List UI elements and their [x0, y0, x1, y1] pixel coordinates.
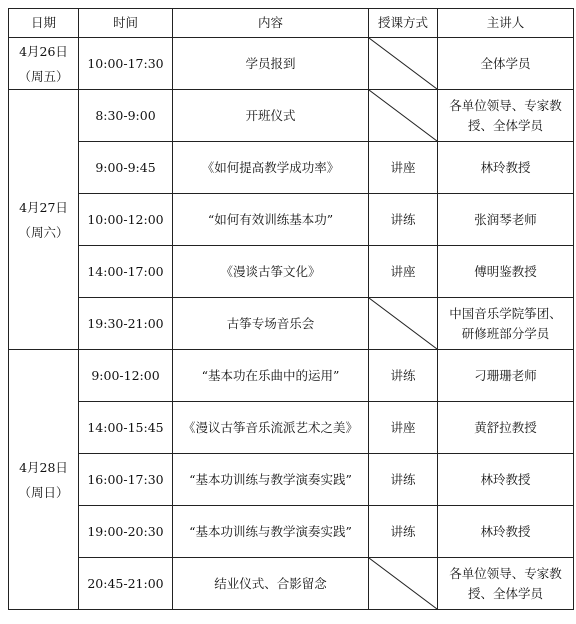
time-cell: 19:30-21:00 — [79, 298, 173, 350]
content-cell: “基本功训练与教学演奏实践” — [173, 454, 369, 506]
speaker-line: 各单位领导、专家教 — [449, 98, 562, 114]
table-row — [9, 298, 574, 350]
table-row — [9, 454, 574, 506]
table-row — [9, 194, 574, 246]
speaker-cell — [438, 90, 574, 142]
table-row — [9, 246, 574, 298]
time-cell: 16:00-17:30 — [79, 454, 173, 506]
table-row — [9, 142, 574, 194]
speaker-line: 全体学员 — [480, 55, 531, 71]
content-cell: 《漫议古筝音乐流派艺术之美》 — [173, 402, 369, 454]
speaker-line: 授、全体学员 — [467, 117, 543, 133]
time-cell: 14:00-15:45 — [79, 402, 173, 454]
time-cell: 19:00-20:30 — [79, 506, 173, 558]
speaker-line: 刁珊珊老师 — [474, 367, 537, 383]
content-cell: 学员报到 — [173, 38, 369, 90]
header-content: 内容 — [173, 9, 369, 38]
table-row — [9, 90, 574, 142]
speaker-cell — [438, 454, 574, 506]
method-cell: 讲练 — [369, 454, 438, 506]
diagonal-line — [369, 298, 437, 349]
time-cell: 9:00-12:00 — [79, 350, 173, 402]
speaker-cell — [438, 506, 574, 558]
time-cell: 9:00-9:45 — [79, 142, 173, 194]
table-row — [9, 38, 574, 90]
content-cell: “基本功在乐曲中的运用” — [173, 350, 369, 402]
method-cell: 讲练 — [369, 194, 438, 246]
speaker-line: 黄舒拉教授 — [474, 419, 537, 435]
time-cell: 8:30-9:00 — [79, 90, 173, 142]
table-row — [9, 402, 574, 454]
weekday-label: （周五） — [18, 68, 69, 84]
time-cell: 20:45-21:00 — [79, 558, 173, 610]
weekday-label: （周日） — [18, 484, 69, 500]
speaker-line: 林玲教授 — [480, 471, 531, 487]
date-cell — [9, 38, 79, 90]
speaker-line: 张润琴老师 — [474, 211, 537, 227]
header-date: 日期 — [9, 9, 79, 38]
speaker-line: 授、全体学员 — [467, 585, 543, 601]
speaker-cell — [438, 38, 574, 90]
speaker-line: 中国音乐学院筝团、 — [449, 306, 562, 322]
schedule-table — [8, 8, 574, 610]
speaker-cell — [438, 194, 574, 246]
content-cell: 《如何提高教学成功率》 — [173, 142, 369, 194]
header-row — [9, 9, 574, 38]
diagonal-line — [369, 38, 437, 89]
content-cell: 古筝专场音乐会 — [173, 298, 369, 350]
speaker-line: 林玲教授 — [480, 523, 531, 539]
time-cell: 10:00-12:00 — [79, 194, 173, 246]
content-cell: 结业仪式、合影留念 — [173, 558, 369, 610]
speaker-line: 各单位领导、专家教 — [449, 566, 562, 582]
time-cell: 10:00-17:30 — [79, 38, 173, 90]
date-label: 4月28日 — [19, 459, 68, 475]
table-row — [9, 506, 574, 558]
speaker-line: 林玲教授 — [480, 159, 531, 175]
method-cell-empty — [369, 298, 438, 350]
speaker-cell — [438, 298, 574, 350]
content-cell: “如何有效训练基本功” — [173, 194, 369, 246]
content-cell: “基本功训练与教学演奏实践” — [173, 506, 369, 558]
table-row — [9, 350, 574, 402]
date-cell — [9, 90, 79, 350]
method-cell-empty — [369, 90, 438, 142]
speaker-cell — [438, 246, 574, 298]
method-cell: 讲练 — [369, 506, 438, 558]
date-label: 4月26日 — [19, 43, 68, 59]
method-cell: 讲座 — [369, 402, 438, 454]
header-speaker: 主讲人 — [438, 9, 574, 38]
content-cell: 《漫谈古筝文化》 — [173, 246, 369, 298]
speaker-line: 研修班部分学员 — [461, 325, 550, 341]
method-cell-empty — [369, 558, 438, 610]
method-cell: 讲座 — [369, 142, 438, 194]
speaker-cell — [438, 142, 574, 194]
header-time: 时间 — [79, 9, 173, 38]
date-cell — [9, 350, 79, 610]
method-cell: 讲座 — [369, 246, 438, 298]
speaker-cell — [438, 558, 574, 610]
date-label: 4月27日 — [19, 199, 68, 215]
method-cell-empty — [369, 38, 438, 90]
weekday-label: （周六） — [18, 224, 69, 240]
diagonal-line — [369, 558, 437, 609]
header-method: 授课方式 — [369, 9, 438, 38]
speaker-cell — [438, 350, 574, 402]
time-cell: 14:00-17:00 — [79, 246, 173, 298]
method-cell: 讲练 — [369, 350, 438, 402]
speaker-cell — [438, 402, 574, 454]
table-row — [9, 558, 574, 610]
content-cell: 开班仪式 — [173, 90, 369, 142]
diagonal-line — [369, 90, 437, 141]
speaker-line: 傅明鉴教授 — [474, 263, 537, 279]
